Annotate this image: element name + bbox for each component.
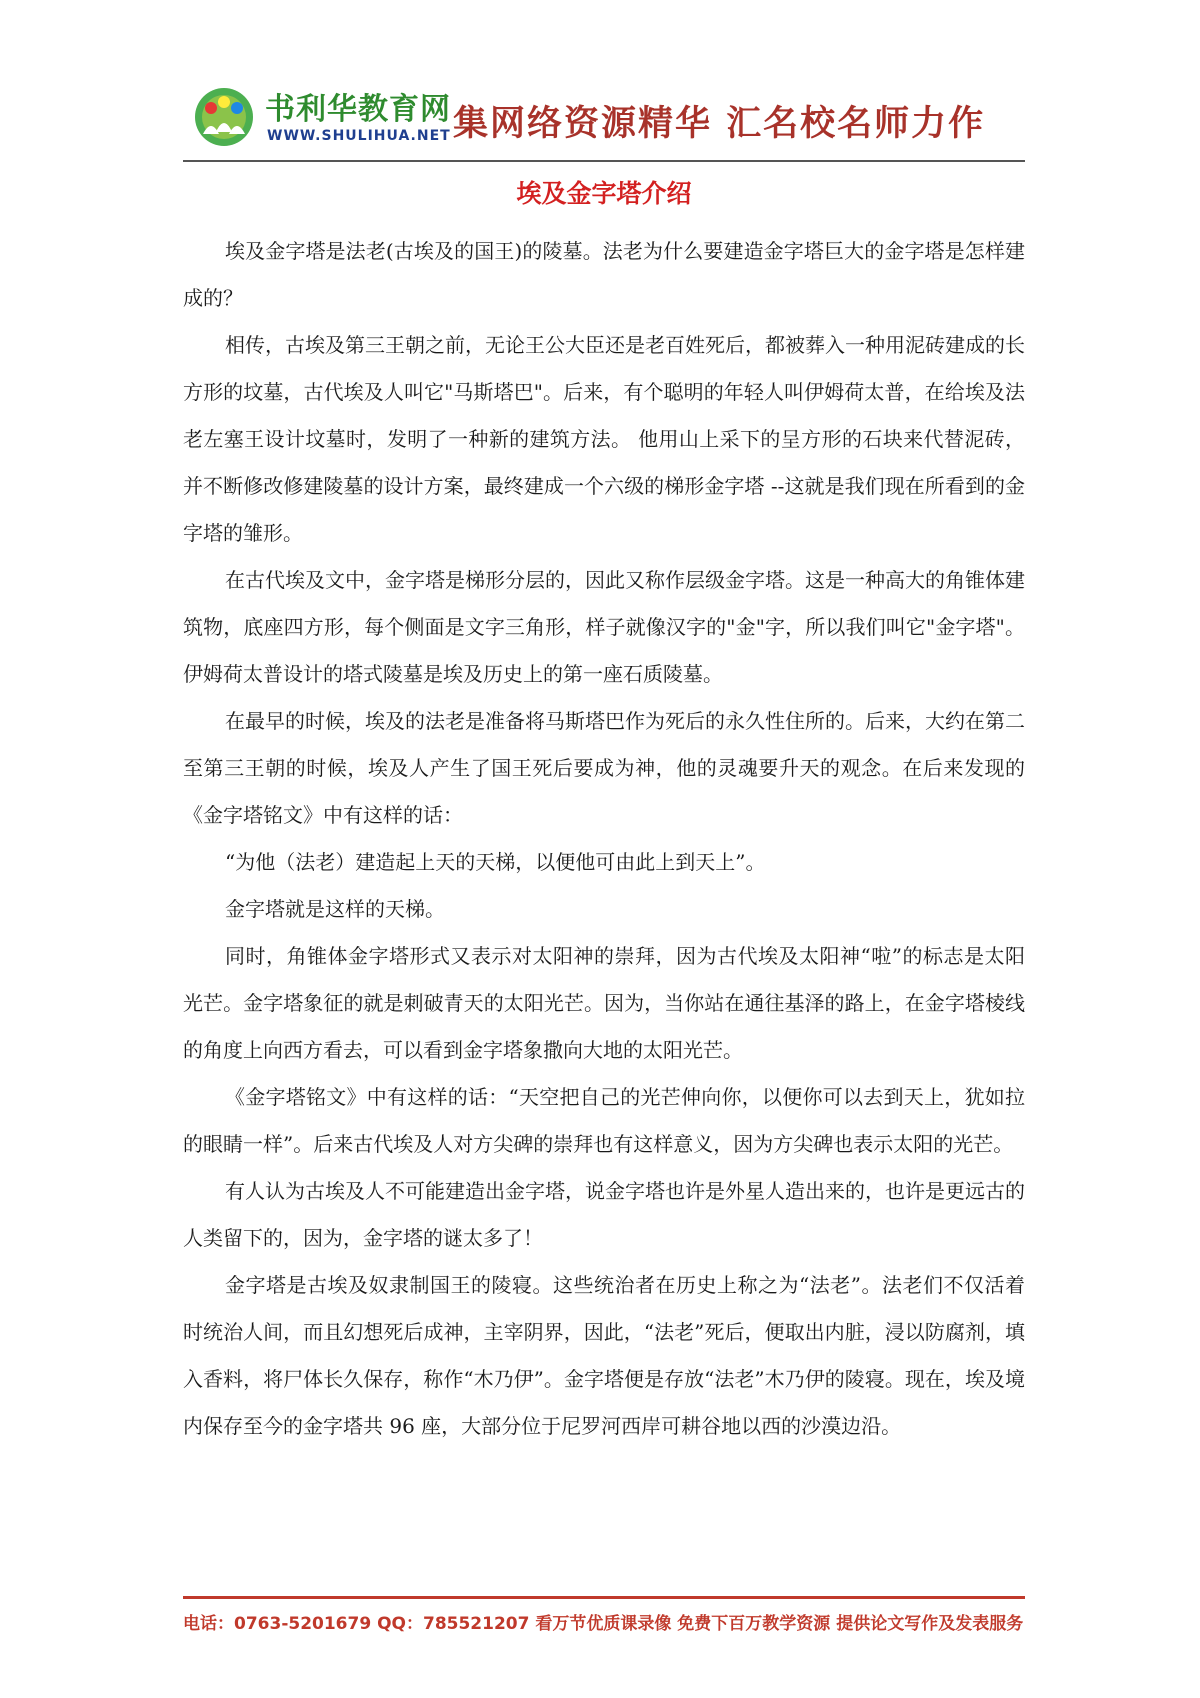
- paragraph: 在古代埃及文中，金字塔是梯形分层的，因此又称作层级金字塔。这是一种高大的角锥体建筑物，底座四方形，每个侧面是文字三角形，样子就像汉字的"金"字，所以我们叫它"金字塔"。伊姆荷太普设计的塔式陵墓是埃及历史上的第一座石质陵墓。: [183, 568, 1025, 686]
- paragraph: 同时，角锥体金字塔形式又表示对太阳神的崇拜，因为古代埃及太阳神“啦”的标志是太阳光芒。金字塔象征的就是刺破青天的太阳光芒。因为，当你站在通往基泽的路上，在金字塔棱线的角度上向西方看去，可以看到金字塔象撒向大地的太阳光芒。: [183, 944, 1025, 1062]
- paragraph: 金字塔是古埃及奴隶制国王的陵寝。这些统治者在历史上称之为“法老”。法老们不仅活着时统治人间，而且幻想死后成神，主宰阴界，因此，“法老”死后，便取出内脏，浸以防腐剂，填入香料，将尸体长久保存，称作“木乃伊”。金字塔便是存放“法老”木乃伊的陵寝。现在，埃及境内保存至今的金字塔共 96 座，大部分位于尼罗河西岸可耕谷地以西的沙漠边沿。: [183, 1273, 1025, 1438]
- site-header: [183, 78, 1025, 162]
- document-title: 埃及金字塔介绍: [516, 179, 692, 208]
- header-divider: [183, 160, 1025, 162]
- paragraph: “为他（法老）建造起上天的天梯，以便他可由此上到天上”。: [225, 850, 766, 874]
- site-name: 书利华教育网: [265, 92, 451, 127]
- paragraph: 金字塔就是这样的天梯。: [225, 897, 445, 921]
- article-body: [183, 228, 1025, 1450]
- header-slogan: 集网络资源精华 汇名校名师力作: [453, 104, 986, 144]
- logo-icon: [191, 86, 257, 148]
- paragraph: 埃及金字塔是法老(古埃及的国王)的陵墓。法老为什么要建造金字塔巨大的金字塔是怎样建成的？: [183, 239, 1025, 310]
- paragraph: 《金字塔铭文》中有这样的话：“天空把自己的光芒伸向你，以便你可以去到天上，犹如拉的眼睛一样”。后来古代埃及人对方尖碑的崇拜也有这样意义，因为方尖碑也表示太阳的光芒。: [183, 1085, 1025, 1156]
- paragraph: 相传，古埃及第三王朝之前，无论王公大臣还是老百姓死后，都被葬入一种用泥砖建成的长方形的坟墓，古代埃及人叫它"马斯塔巴"。后来，有个聪明的年轻人叫伊姆荷太普，在给埃及法老左塞王设计坟墓时，发明了一种新的建筑方法。 他用山上采下的呈方形的石块来代替泥砖，并不断修改修建陵墓的设计方案，最终建成一个六级的梯形金字塔 --这就是我们现在所看到的金字塔的雏形。: [183, 333, 1025, 545]
- paragraph: 有人认为古埃及人不可能建造出金字塔，说金字塔也许是外星人造出来的，也许是更远古的人类留下的，因为，金字塔的谜太多了！: [183, 1179, 1025, 1250]
- site-url: WWW.SHULIHUA.NET: [267, 128, 451, 144]
- paragraph: 在最早的时候，埃及的法老是准备将马斯塔巴作为死后的永久性住所的。后来，大约在第二至第三王朝的时候，埃及人产生了国王死后要成为神，他的灵魂要升天的观念。在后来发现的《金字塔铭文》中有这样的话：: [183, 709, 1025, 827]
- footer-contact: 电话：0763-5201679 QQ：785521207 看万节优质课录像 免费下百万教学资源 提供论文写作及发表服务: [183, 1614, 1024, 1634]
- footer-divider: [183, 1596, 1025, 1599]
